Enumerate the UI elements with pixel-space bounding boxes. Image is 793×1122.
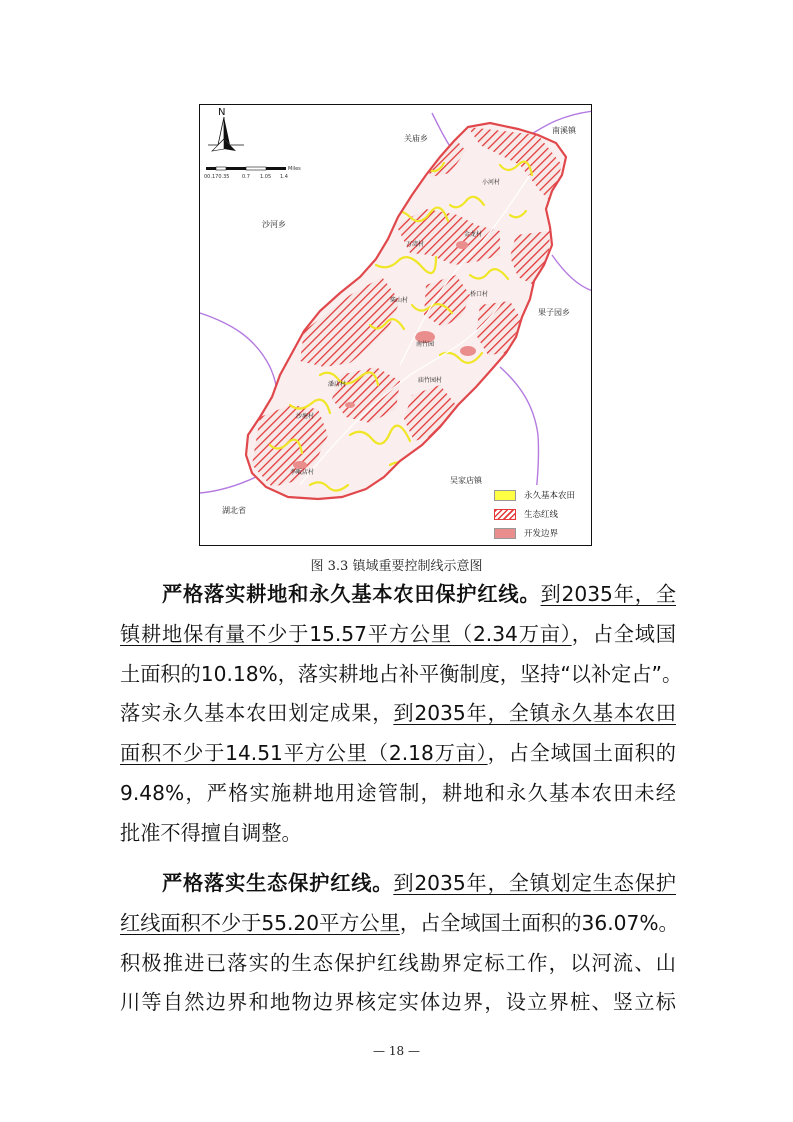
legend-swatch-farmland <box>494 490 516 501</box>
legend-item <box>494 507 558 521</box>
neighbor-label: 南溪镇 <box>552 126 576 135</box>
legend-item <box>494 488 575 502</box>
text-line: 土面积的10.18%，落实耕地占补平衡制度，坚持“以补定占”。 <box>120 661 683 686</box>
underlined-text: 到2035年，全 <box>540 582 676 606</box>
text-line <box>120 904 679 944</box>
figure-caption: 图 3.3 镇域重要控制线示意图 <box>310 559 483 574</box>
underlined-text: 到2035年，全镇永久基本农田 <box>393 701 676 726</box>
paragraph-farmland <box>120 575 683 854</box>
underlined-text: 面积不少于14.51平方公里（2.18万亩） <box>120 741 488 766</box>
text-span: 落实永久基本农田划定成果， <box>120 701 394 726</box>
text-line: 川等自然边界和地物边界核定实体边界，设立界桩、竖立标 <box>120 990 676 1015</box>
page-number: — 18 — <box>373 1044 420 1058</box>
text-span: ，占全域国 <box>571 621 676 646</box>
scale-unit: Miles <box>288 166 301 172</box>
underlined-text: 镇耕地保有量不少于15.57平方公里（2.34万亩） <box>120 621 572 646</box>
legend-label: 开发边界 <box>524 529 559 539</box>
scale-tick: 0.7 <box>242 174 250 180</box>
text-line <box>120 734 676 774</box>
village-label: 庙竹园村 <box>418 377 443 384</box>
bold-heading: 严格落实耕地和永久基本农田保护红线。 <box>162 582 541 606</box>
village-label: 柴山村 <box>390 297 409 304</box>
neighbor-label: 吴家店镇 <box>450 476 482 485</box>
svg-text:N: N <box>218 107 226 118</box>
legend-label: 生态红线 <box>524 510 559 520</box>
text-span: ，占全域国土面积的36.07%。 <box>399 910 679 935</box>
underlined-text: 到2035年，全镇划定生态保护 <box>393 871 676 895</box>
text-line: 积极推进已落实的生态保护红线勘界定标工作，以河流、山 <box>120 950 676 975</box>
text-line <box>120 694 676 734</box>
village-label: 潘店村 <box>328 381 347 388</box>
village-label: 李畈店村 <box>290 469 315 476</box>
scale-tick: 1.05 <box>260 174 272 180</box>
village-label: 万湾村 <box>406 241 425 248</box>
neighbor-label: 果子园乡 <box>538 308 570 317</box>
bold-heading: 严格落实生态保护红线。 <box>162 871 394 895</box>
village-label: 桥口村 <box>470 291 489 298</box>
map-figure <box>199 104 592 546</box>
neighbor-label: 沙河乡 <box>262 220 286 229</box>
neighbor-label: 湖北省 <box>222 506 246 515</box>
scale-tick: 1.4 <box>280 174 288 180</box>
text-span: ，占全域国土面积的 <box>487 741 676 766</box>
legend-swatch-eco-redline <box>494 509 516 520</box>
legend-item <box>494 526 558 540</box>
text-line <box>120 615 676 655</box>
paragraph-eco-redline <box>120 864 679 1023</box>
neighbor-label: 关庙乡 <box>404 134 428 143</box>
village-label: 金龙村 <box>464 231 483 238</box>
village-label: 沙塘村 <box>296 413 315 420</box>
legend-swatch-dev-boundary <box>494 528 516 539</box>
text-line: 批准不得擅自调整。 <box>120 820 302 845</box>
scale-bar <box>204 165 304 187</box>
scale-tick: 00.170.35 <box>204 174 230 180</box>
text-line <box>120 864 676 904</box>
village-label: 小河村 <box>482 179 501 186</box>
map-legend <box>492 485 590 545</box>
text-line: 9.48%，严格实施耕地用途管制，耕地和永久基本农田未经 <box>120 780 676 805</box>
legend-label: 永久基本农田 <box>524 491 576 501</box>
text-line <box>120 575 676 615</box>
underlined-text: 红线面积不少于55.20平方公里 <box>120 910 400 935</box>
village-label: 南竹园 <box>416 341 435 348</box>
north-arrow-icon <box>200 105 250 163</box>
